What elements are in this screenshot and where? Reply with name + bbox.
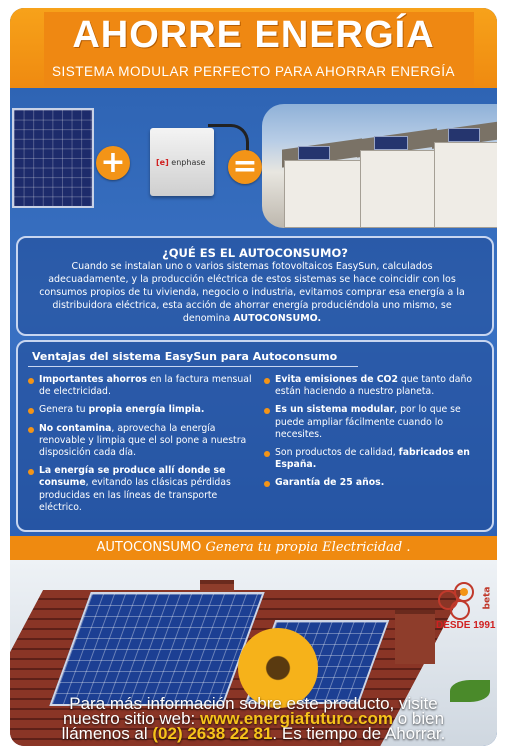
advantage-text: , aprovecha la energía renovable y limpia que el sol pone a nuestra disposición cada día. bbox=[39, 422, 247, 459]
poster-frame bbox=[10, 8, 497, 746]
advantage-item bbox=[28, 404, 254, 416]
advantage-bold: La energía se produce allí donde se consume bbox=[39, 465, 226, 489]
advantage-text: que tanto daño están haciendo a nuestro planeta. bbox=[275, 374, 473, 398]
autoconsumo-body bbox=[32, 260, 472, 325]
inverter-brand-label bbox=[156, 158, 205, 167]
header-banner bbox=[10, 8, 497, 88]
advantage-item bbox=[28, 423, 254, 460]
inverter-brand-mark: [e] bbox=[156, 158, 169, 167]
advantage-item bbox=[264, 404, 482, 441]
solar-panel-image bbox=[12, 108, 94, 208]
slogan-band bbox=[10, 536, 497, 560]
advantages-title: Ventajas del sistema EasySun para Autoconsumo bbox=[32, 350, 338, 363]
advantage-text: en la factura mensual de electricidad. bbox=[39, 374, 252, 398]
logo-word: beta bbox=[482, 586, 493, 610]
slogan-lead: AUTOCONSUMO bbox=[96, 540, 202, 555]
advantages-box bbox=[16, 340, 494, 532]
advantage-text: , evitando las clásicas pérdidas producidas en las líneas de transporte eléctrico. bbox=[39, 477, 231, 513]
contact-footer bbox=[10, 696, 497, 746]
footer-text: nuestro sitio web: bbox=[62, 709, 200, 728]
autoconsumo-box bbox=[16, 236, 494, 336]
advantage-bold: No contamina bbox=[39, 422, 112, 434]
advantage-item bbox=[264, 477, 482, 489]
footer-text: . Es tiempo de Ahorrar. bbox=[272, 724, 446, 743]
advantage-item bbox=[264, 374, 482, 398]
advantage-bold: fabricados en España. bbox=[275, 447, 470, 471]
page-title: AHORRE ENERGÍA bbox=[72, 14, 435, 56]
footer-text: llámenos al bbox=[61, 724, 153, 743]
microinverter-image bbox=[150, 128, 214, 196]
footer-line-3 bbox=[10, 726, 497, 741]
plus-icon: + bbox=[96, 146, 130, 180]
roof-solar-panel bbox=[448, 128, 480, 142]
advantages-divider bbox=[28, 366, 358, 367]
house bbox=[284, 160, 362, 228]
advantages-left-column bbox=[28, 374, 254, 520]
website-link[interactable]: www.energiafuturo.com bbox=[199, 709, 393, 728]
roof-solar-panel bbox=[298, 146, 330, 160]
footer-line-1: Para más información sobre este producto, visite bbox=[69, 694, 438, 713]
autoconsumo-text: Cuando se instalan uno o varios sistemas fotovoltaicos EasySun, calculados adecuadamente, y la producción eléctrica de estos sistemas se hace coincidir con los consumos propios de tu vivienda, negocio o industria, evitamos comprar esa energía a la distribuidora eléctrica, esta acción de ahorrar energía produciéndola uno mismo, se denomina bbox=[39, 261, 465, 324]
advantage-bold: Es un sistema modular bbox=[275, 404, 395, 416]
inverter-brand-name: enphase bbox=[171, 158, 206, 167]
advantage-text: Son productos de calidad, bbox=[275, 447, 399, 459]
autoconsumo-term: AUTOCONSUMO. bbox=[233, 313, 322, 324]
advantage-bold: Garantía de 25 años. bbox=[275, 477, 385, 489]
page-subtitle: SISTEMA MODULAR PERFECTO PARA AHORRAR ENERGÍA bbox=[51, 64, 456, 79]
beta-logo-icon bbox=[434, 578, 488, 624]
footer-text: o bien bbox=[392, 709, 445, 728]
advantage-text: , por lo que se puede ampliar fácilmente cuando lo necesites. bbox=[275, 404, 461, 440]
houses-with-solar-image bbox=[262, 104, 497, 228]
advantage-bold: Evita emisiones de CO2 bbox=[275, 374, 398, 385]
house bbox=[360, 150, 438, 228]
slogan-script: Genera tu propia Electricidad . bbox=[205, 540, 411, 555]
advantages-right-column bbox=[264, 374, 482, 496]
autoconsumo-title: ¿QUÉ ES EL AUTOCONSUMO? bbox=[162, 246, 348, 260]
phone-number[interactable]: (02) 2638 22 81 bbox=[152, 724, 273, 743]
advantage-bold: propia energía limpia. bbox=[88, 404, 205, 416]
house bbox=[434, 142, 497, 228]
equals-icon: = bbox=[228, 150, 262, 184]
logo-since: DESDE 1991 bbox=[436, 620, 496, 631]
roof-solar-panel bbox=[374, 136, 408, 150]
advantage-item bbox=[264, 447, 482, 471]
advantage-item bbox=[28, 374, 254, 398]
advantage-bold: Importantes ahorros bbox=[39, 374, 147, 385]
advantage-text: Genera tu bbox=[39, 404, 89, 416]
chimney bbox=[395, 610, 435, 664]
advantage-item bbox=[28, 465, 254, 514]
